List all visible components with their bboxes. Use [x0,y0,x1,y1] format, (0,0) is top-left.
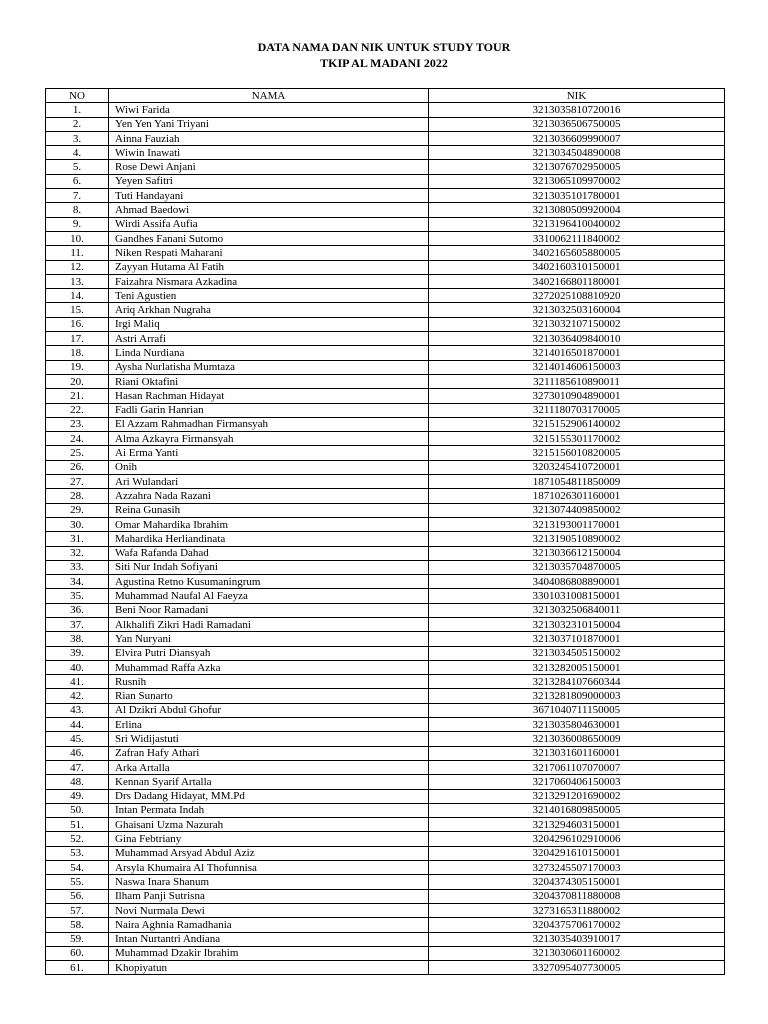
row-nama: Alkhalifi Zikri Hadi Ramadani [109,617,429,631]
row-nama: Arsyla Khumaira Al Thofunnisa [109,861,429,875]
row-no: 56. [46,889,109,903]
row-nama: Aysha Nurlatisha Mumtaza [109,360,429,374]
row-no: 34. [46,575,109,589]
table-row [46,646,725,660]
row-nama: Arka Artalla [109,760,429,774]
row-nik: 3213074409850002 [429,503,725,517]
table-row [46,475,725,489]
row-nama: Gina Febtriany [109,832,429,846]
table-row [46,932,725,946]
table-header-row [46,89,725,103]
table-row [46,332,725,346]
row-nik: 3215152906140002 [429,417,725,431]
row-nama: Alma Azkayra Firmansyah [109,432,429,446]
table-row [46,546,725,560]
row-nik: 3217061107070007 [429,760,725,774]
row-nama: Onih [109,460,429,474]
row-no: 29. [46,503,109,517]
row-nama: Zafran Hafy Athari [109,746,429,760]
row-nama: Rose Dewi Anjani [109,160,429,174]
row-nik: 3211180703170005 [429,403,725,417]
row-nama: Muhammad Dzakir Ibrahim [109,946,429,960]
table-row [46,760,725,774]
table-row [46,146,725,160]
header-no: NO [46,89,109,103]
row-nama: Rusnih [109,675,429,689]
row-no: 48. [46,775,109,789]
row-no: 45. [46,732,109,746]
table-row [46,946,725,960]
table-body [46,103,725,975]
row-no: 15. [46,303,109,317]
row-nik: 3213291201690002 [429,789,725,803]
row-nama: Drs Dadang Hidayat, MM.Pd [109,789,429,803]
table-row [46,189,725,203]
row-nama: Irgi Maliq [109,317,429,331]
row-no: 21. [46,389,109,403]
row-nik: 1871054811850009 [429,475,725,489]
table-row [46,160,725,174]
row-nik: 3402160310150001 [429,260,725,274]
table-row [46,517,725,531]
row-nik: 3213032506840011 [429,603,725,617]
row-no: 7. [46,189,109,203]
row-nik: 3301031008150001 [429,589,725,603]
row-nama: Zayyan Hutama Al Fatih [109,260,429,274]
table-row [46,117,725,131]
row-nik: 3213284107660344 [429,675,725,689]
row-no: 44. [46,718,109,732]
row-nik: 3204374305150001 [429,875,725,889]
table-row [46,389,725,403]
table-row [46,961,725,975]
table-row [46,575,725,589]
table-row [46,217,725,231]
row-nik: 3213036609990007 [429,131,725,145]
row-nama: Hasan Rachman Hidayat [109,389,429,403]
table-row [46,675,725,689]
row-nik: 3213196410040002 [429,217,725,231]
row-no: 10. [46,231,109,245]
table-row [46,617,725,631]
row-no: 55. [46,875,109,889]
row-no: 4. [46,146,109,160]
table-row [46,432,725,446]
row-nik: 3213193001170001 [429,517,725,531]
row-nama: Sri Widijastuti [109,732,429,746]
table-row [46,503,725,517]
row-nik: 3273245507170003 [429,861,725,875]
row-no: 37. [46,617,109,631]
table-row [46,660,725,674]
row-nik: 3213035704870005 [429,560,725,574]
row-nama: Fadli Garin Hanrian [109,403,429,417]
row-nama: Agustina Retno Kusumaningrum [109,575,429,589]
row-nik: 3213065109970002 [429,174,725,188]
row-no: 28. [46,489,109,503]
row-no: 38. [46,632,109,646]
row-no: 61. [46,961,109,975]
header-nik: NIK [429,89,725,103]
table-row [46,903,725,917]
row-nama: Yen Yen Yani Triyani [109,117,429,131]
table-row [46,603,725,617]
row-nik: 3402165605880005 [429,246,725,260]
row-nik: 3204291610150001 [429,846,725,860]
row-nama: Riani Oktafini [109,374,429,388]
row-no: 14. [46,289,109,303]
row-nama: Ainna Fauziah [109,131,429,145]
row-nama: Intan Permata Indah [109,803,429,817]
row-nik: 3273165311880002 [429,903,725,917]
table-row [46,246,725,260]
row-nama: Tuti Handayani [109,189,429,203]
table-row [46,861,725,875]
row-nik: 3404086808890001 [429,575,725,589]
row-no: 60. [46,946,109,960]
row-no: 5. [46,160,109,174]
row-no: 51. [46,818,109,832]
row-nama: Kennan Syarif Artalla [109,775,429,789]
row-nama: Intan Nurtantri Andiana [109,932,429,946]
row-no: 25. [46,446,109,460]
table-row [46,174,725,188]
table-row [46,317,725,331]
table-row [46,789,725,803]
row-no: 19. [46,360,109,374]
row-no: 9. [46,217,109,231]
row-no: 20. [46,374,109,388]
table-row [46,417,725,431]
row-no: 50. [46,803,109,817]
row-nama: Reina Gunasih [109,503,429,517]
row-nik: 3213035403910017 [429,932,725,946]
participant-table [45,88,725,975]
table-row [46,732,725,746]
row-nik: 3215156010820005 [429,446,725,460]
row-no: 46. [46,746,109,760]
row-nama: Siti Nur Indah Sofiyani [109,560,429,574]
row-no: 3. [46,131,109,145]
row-no: 23. [46,417,109,431]
row-no: 31. [46,532,109,546]
table-row [46,274,725,288]
row-no: 57. [46,903,109,917]
row-nama: Ahmad Baedowi [109,203,429,217]
row-nik: 3213035101780001 [429,189,725,203]
row-nama: Gandhes Fanani Sutomo [109,231,429,245]
row-no: 6. [46,174,109,188]
row-nama: Wiwi Farida [109,103,429,117]
table-row [46,718,725,732]
row-nik: 3213190510890002 [429,532,725,546]
row-nik: 3217060406150003 [429,775,725,789]
row-no: 32. [46,546,109,560]
table-row [46,460,725,474]
table-row [46,103,725,117]
row-nik: 3213036409840010 [429,332,725,346]
row-nama: Erlina [109,718,429,732]
row-nama: Azzahra Nada Razani [109,489,429,503]
table-row [46,689,725,703]
row-nama: Teni Agustien [109,289,429,303]
row-nik: 3215155301170002 [429,432,725,446]
row-nik: 3310062111840002 [429,231,725,245]
row-nama: El Azzam Rahmadhan Firmansyah [109,417,429,431]
row-nik: 3213034505150002 [429,646,725,660]
row-no: 36. [46,603,109,617]
row-no: 59. [46,932,109,946]
row-no: 33. [46,560,109,574]
row-no: 11. [46,246,109,260]
row-nik: 3203245410720001 [429,460,725,474]
table-row [46,832,725,846]
row-nik: 3273010904890001 [429,389,725,403]
row-nama: Linda Nurdiana [109,346,429,360]
row-nik: 3213035810720016 [429,103,725,117]
row-nik: 3671040711150005 [429,703,725,717]
row-no: 2. [46,117,109,131]
row-no: 22. [46,403,109,417]
table-row [46,703,725,717]
table-row [46,346,725,360]
table-row [46,131,725,145]
row-nama: Yeyen Safitri [109,174,429,188]
row-nama: Omar Mahardika Ibrahim [109,517,429,531]
row-nik: 3213035804630001 [429,718,725,732]
row-nik: 3214016501870001 [429,346,725,360]
row-nik: 3213031601160001 [429,746,725,760]
row-no: 16. [46,317,109,331]
row-nama: Niken Respati Maharani [109,246,429,260]
row-no: 18. [46,346,109,360]
row-nik: 3213032503160004 [429,303,725,317]
row-nama: Yan Nuryani [109,632,429,646]
table-row [46,231,725,245]
table-row [46,632,725,646]
row-nik: 3204370811880008 [429,889,725,903]
table-row [46,889,725,903]
row-nama: Beni Noor Ramadani [109,603,429,617]
row-no: 54. [46,861,109,875]
table-row [46,875,725,889]
row-nama: Elvira Putri Diansyah [109,646,429,660]
table-row [46,532,725,546]
row-no: 27. [46,475,109,489]
row-nama: Muhammad Raffa Azka [109,660,429,674]
table-row [46,489,725,503]
row-nik: 3213294603150001 [429,818,725,832]
row-no: 17. [46,332,109,346]
row-nama: Wafa Rafanda Dahad [109,546,429,560]
row-nik: 3213037101870001 [429,632,725,646]
row-no: 26. [46,460,109,474]
row-nik: 3214016809850005 [429,803,725,817]
row-nama: Al Dzikri Abdul Ghofur [109,703,429,717]
row-no: 40. [46,660,109,674]
row-nik: 3213036506750005 [429,117,725,131]
row-nik: 3213282005150001 [429,660,725,674]
row-nik: 3211185610890011 [429,374,725,388]
row-nama: Astri Arrafi [109,332,429,346]
row-nama: Muhammad Naufal Al Faeyza [109,589,429,603]
row-nama: Ari Wulandari [109,475,429,489]
row-nik: 3402166801180001 [429,274,725,288]
row-nik: 3213032107150002 [429,317,725,331]
row-no: 12. [46,260,109,274]
row-no: 39. [46,646,109,660]
table-row [46,303,725,317]
table-row [46,560,725,574]
row-no: 30. [46,517,109,531]
row-no: 8. [46,203,109,217]
row-nik: 1871026301160001 [429,489,725,503]
row-no: 53. [46,846,109,860]
row-no: 43. [46,703,109,717]
row-nama: Wiwin Inawati [109,146,429,160]
row-nik: 3213036008650009 [429,732,725,746]
table-row [46,289,725,303]
table-row [46,746,725,760]
row-nik: 3204375706170002 [429,918,725,932]
table-row [46,403,725,417]
row-nama: Novi Nurmala Dewi [109,903,429,917]
row-nama: Mahardika Herliandinata [109,532,429,546]
row-nik: 3213032310150004 [429,617,725,631]
row-no: 41. [46,675,109,689]
document-title: DATA NAMA DAN NIK UNTUK STUDY TOUR [257,40,511,54]
row-nama: Wirdi Assifa Aufia [109,217,429,231]
table-row [46,803,725,817]
table-row [46,360,725,374]
row-nik: 3213034504890008 [429,146,725,160]
row-nik: 3327095407730005 [429,961,725,975]
row-nama: Khopiyatun [109,961,429,975]
table-row [46,446,725,460]
row-nik: 3214014606150003 [429,360,725,374]
row-nik: 3213030601160002 [429,946,725,960]
table-row [46,589,725,603]
row-nik: 3272025108810920 [429,289,725,303]
row-no: 35. [46,589,109,603]
table-row [46,374,725,388]
row-nik: 3204296102910006 [429,832,725,846]
row-nik: 3213281809000003 [429,689,725,703]
table-row [46,818,725,832]
row-nama: Ghaisani Uzma Nazurah [109,818,429,832]
table-row [46,203,725,217]
row-no: 1. [46,103,109,117]
row-nama: Ai Erma Yanti [109,446,429,460]
document-subtitle: TKIP AL MADANI 2022 [320,56,448,70]
row-no: 42. [46,689,109,703]
row-no: 24. [46,432,109,446]
table-row [46,918,725,932]
table-row [46,846,725,860]
row-nama: Naira Aghnia Ramadhania [109,918,429,932]
row-nama: Rian Sunarto [109,689,429,703]
row-nama: Muhammad Arsyad Abdul Aziz [109,846,429,860]
row-no: 47. [46,760,109,774]
row-nama: Ariq Arkhan Nugraha [109,303,429,317]
row-no: 58. [46,918,109,932]
row-nik: 3213080509920004 [429,203,725,217]
row-nama: Faizahra Nismara Azkadina [109,274,429,288]
row-no: 13. [46,274,109,288]
row-no: 49. [46,789,109,803]
row-nama: Ilham Panji Sutrisna [109,889,429,903]
row-nik: 3213036612150004 [429,546,725,560]
header-nama: NAMA [109,89,429,103]
row-nama: Naswa Inara Shanum [109,875,429,889]
row-nik: 3213076702950005 [429,160,725,174]
table-row [46,775,725,789]
table-row [46,260,725,274]
row-no: 52. [46,832,109,846]
